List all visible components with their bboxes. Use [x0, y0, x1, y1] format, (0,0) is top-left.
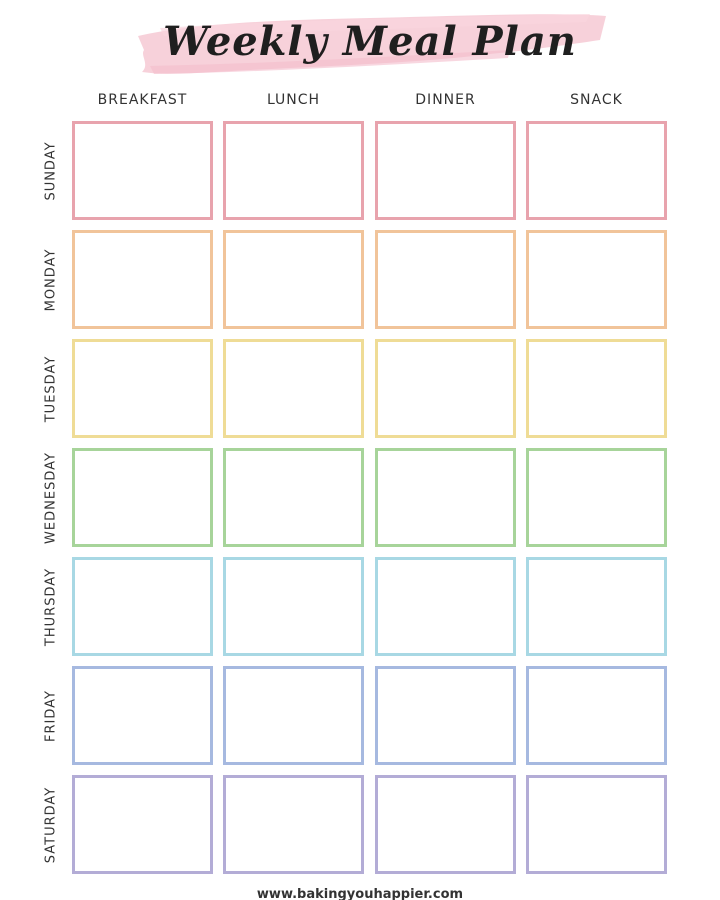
meal-box-wednesday-snack[interactable]: [526, 448, 667, 547]
meal-box-monday-dinner[interactable]: [375, 230, 516, 329]
day-label: FRIDAY: [43, 689, 59, 742]
column-header-lunch: LUNCH: [266, 92, 321, 108]
row-label-sunday: [36, 121, 66, 220]
meal-box-saturday-snack[interactable]: [526, 775, 667, 874]
title-area: [130, 6, 610, 80]
meal-box-tuesday-breakfast[interactable]: [72, 339, 213, 438]
meal-box-monday-lunch[interactable]: [223, 230, 364, 329]
row-label-wednesday: [36, 448, 66, 547]
meal-box-monday-breakfast[interactable]: [72, 230, 213, 329]
meal-box-tuesday-lunch[interactable]: [223, 339, 364, 438]
meal-box-saturday-lunch[interactable]: [223, 775, 364, 874]
meal-box-saturday-breakfast[interactable]: [72, 775, 213, 874]
day-label: WEDNESDAY: [43, 451, 59, 544]
meal-box-wednesday-lunch[interactable]: [223, 448, 364, 547]
meal-box-wednesday-dinner[interactable]: [375, 448, 516, 547]
meal-box-wednesday-breakfast[interactable]: [72, 448, 213, 547]
meal-box-sunday-dinner[interactable]: [375, 121, 516, 220]
day-label: THURSDAY: [43, 567, 59, 646]
meal-box-thursday-snack[interactable]: [526, 557, 667, 656]
meal-box-tuesday-dinner[interactable]: [375, 339, 516, 438]
meal-box-monday-snack[interactable]: [526, 230, 667, 329]
page-title: Weekly Meal Plan: [163, 18, 577, 65]
meal-box-friday-dinner[interactable]: [375, 666, 516, 765]
day-label: SATURDAY: [43, 786, 59, 863]
meal-box-thursday-dinner[interactable]: [375, 557, 516, 656]
meal-box-friday-snack[interactable]: [526, 666, 667, 765]
day-label: MONDAY: [43, 248, 59, 311]
meal-box-sunday-snack[interactable]: [526, 121, 667, 220]
column-header-breakfast: BREAKFAST: [97, 92, 188, 108]
meal-box-thursday-lunch[interactable]: [223, 557, 364, 656]
meal-box-tuesday-snack[interactable]: [526, 339, 667, 438]
footer-website: www.bakingyouhappier.com: [256, 887, 464, 900]
row-label-tuesday: [36, 339, 66, 438]
column-header-snack: SNACK: [570, 92, 623, 108]
day-label: TUESDAY: [43, 355, 59, 422]
meal-box-thursday-breakfast[interactable]: [72, 557, 213, 656]
meal-box-friday-breakfast[interactable]: [72, 666, 213, 765]
day-label: SUNDAY: [43, 140, 59, 201]
meal-box-sunday-breakfast[interactable]: [72, 121, 213, 220]
meal-box-friday-lunch[interactable]: [223, 666, 364, 765]
meal-box-saturday-dinner[interactable]: [375, 775, 516, 874]
column-header-dinner: DINNER: [415, 92, 476, 108]
row-label-monday: [36, 230, 66, 329]
row-label-thursday: [36, 557, 66, 656]
row-label-saturday: [36, 775, 66, 874]
meal-box-sunday-lunch[interactable]: [223, 121, 364, 220]
row-label-friday: [36, 666, 66, 765]
